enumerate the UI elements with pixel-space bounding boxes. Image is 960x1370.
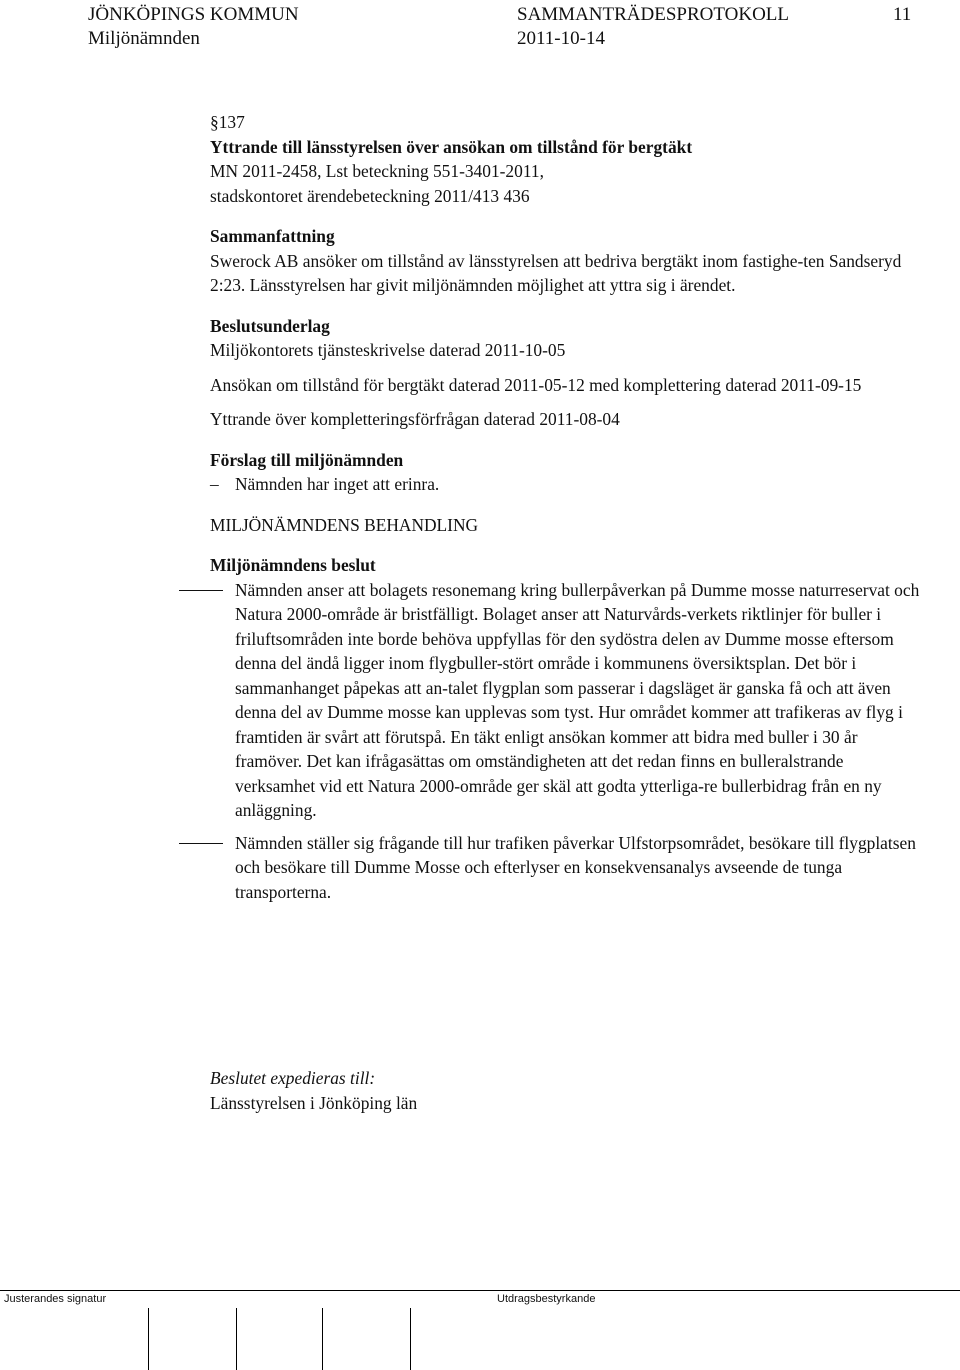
certification-label: Utdragsbestyrkande — [497, 1293, 596, 1305]
meeting-date: 2011-10-14 — [517, 28, 605, 49]
section-number: §137 — [210, 112, 245, 132]
signature-label: Justerandes signatur — [4, 1293, 107, 1305]
matter-title: Yttrande till länsstyrelsen över ansökan om tillstånd för bergtäkt — [210, 136, 693, 157]
dash-marker: – — [210, 474, 219, 494]
list-item — [210, 472, 926, 497]
signature-divider — [236, 1308, 237, 1370]
list-item: Nämnden ställer sig frågande till hur trafiken påverkar Ulfstorpsområdet, besökare till flygplatsen och besökare till Dumme Mosse och efterlyser en konsekvensanalys avseende de tunga transporterna. — [210, 831, 926, 905]
basis-item: Miljökontorets tjänsteskrivelse daterad 2011-10-05 — [210, 340, 566, 360]
org-name: JÖNKÖPINGS KOMMUN — [88, 4, 299, 25]
summary-text: Swerock AB ansöker om tillstånd av länsstyrelsen att bedriva bergtäkt inom fastighe-ten Sandseryd 2:23. Länsstyrelsen har givit miljönämnden möjlighet att yttra sig i ärendet. — [210, 250, 902, 295]
footer-divider — [0, 1290, 960, 1291]
basis-item: Ansökan om tillstånd för bergtäkt daterad 2011-05-12 med komplettering daterad 2011-09-15 — [210, 374, 862, 395]
signature-divider — [322, 1308, 323, 1370]
treatment-heading: MILJÖNÄMNDENS BEHANDLING — [210, 514, 479, 535]
proposal-list — [210, 472, 926, 497]
distribution-block — [210, 1066, 417, 1115]
protocol-body — [210, 110, 926, 904]
reference-line: stadskontoret ärendebeteckning 2011/413 436 — [210, 185, 530, 206]
basis-heading: Beslutsunderlag — [210, 315, 330, 336]
document-type: SAMMANTRÄDESPROTOKOLL — [517, 4, 790, 25]
signature-divider — [410, 1308, 411, 1370]
proposal-heading: Förslag till miljönämnden — [210, 449, 404, 470]
committee-name: Miljönämnden — [88, 28, 200, 49]
reference-line: MN 2011-2458, Lst beteckning 551-3401-2011, — [210, 161, 544, 181]
page-number: 11 — [893, 4, 912, 25]
decision-heading: Miljönämndens beslut — [210, 555, 376, 575]
decision-list — [210, 578, 926, 905]
basis-item: Yttrande över kompletteringsförfrågan daterad 2011-08-04 — [210, 409, 620, 429]
distribution-recipient: Länsstyrelsen i Jönköping län — [210, 1092, 418, 1113]
distribution-label: Beslutet expedieras till: — [210, 1068, 376, 1088]
signature-divider — [148, 1308, 149, 1370]
summary-heading: Sammanfattning — [210, 226, 335, 246]
proposal-text: Nämnden har inget att erinra. — [235, 474, 440, 494]
list-item: Nämnden anser att bolagets resonemang kring bullerpåverkan på Dumme mosse naturreservat och Natura 2000-område är bristfälligt. Bolaget anser att Naturvårds-verkets riktlinjer för buller i friluftsområden inte borde behöva uppfyllas för den sydöstra delen av Dumme mosse eftersom denna del ändå ligger inom flygbuller-stört område i kommunens översiktsplan. Det bör i sammanhanget påpekas att an-talet flygplan som passerar i dagsläget är ganska få och att även denna del av Dumme mosse kan upplevas som tyst. Hur området kommer att trafikeras av flyg i framtiden är svårt att förutspå. En täkt enligt ansökan kommer att bidra med buller i 30 år framöver. Det kan ifrågasättas om omständigheten att det redan finns en bulleralstrande verksamhet vid ett Natura 2000-område ger skäl att godta ytterliga-re bullerbidrag från en ny anläggning. — [210, 578, 926, 823]
